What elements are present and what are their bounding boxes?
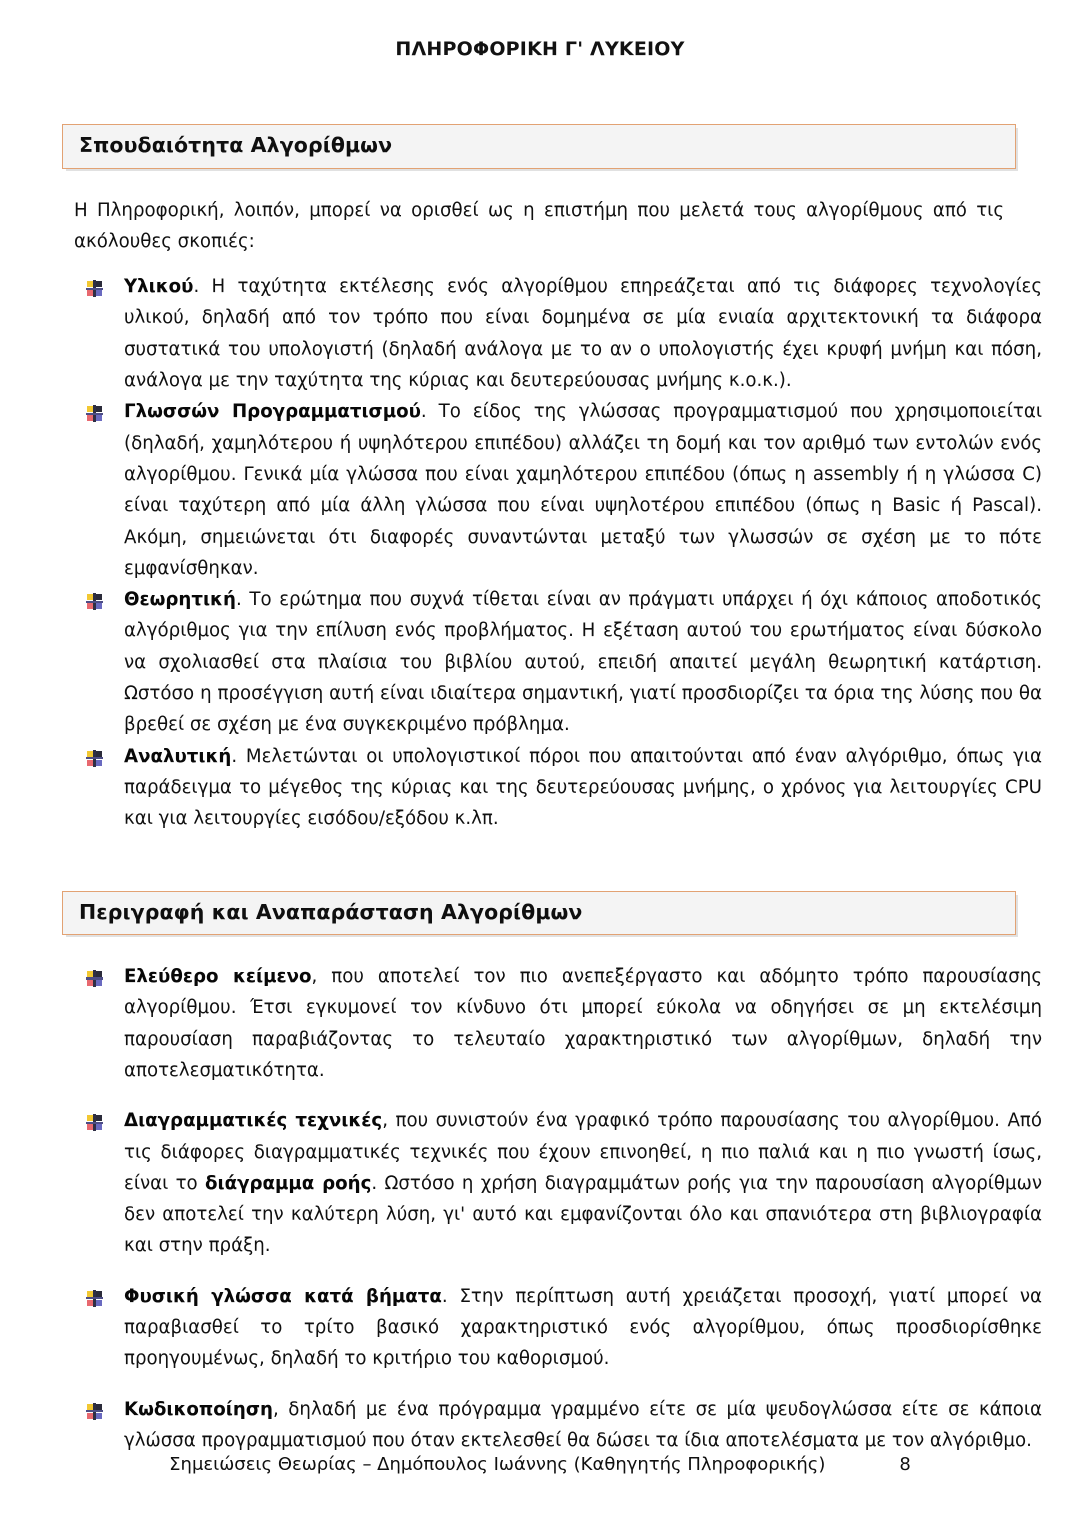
list-item (74, 741, 1042, 835)
running-header: ΠΛΗΡΟΦΟΡΙΚΗ Γ' ΛΥΚΕΙΟΥ (395, 38, 685, 60)
bullet-list-1 (62, 271, 1042, 834)
flower-bullet-icon (87, 1404, 102, 1419)
list-item-lead: Φυσική γλώσσα κατά βήματα (124, 1285, 442, 1307)
list-item-text (124, 1394, 1042, 1457)
section-heading-box-2 (62, 891, 1016, 936)
list-item-lead: Γλωσσών Προγραμματισμού (124, 401, 421, 423)
flower-bullet-icon (87, 594, 102, 609)
list-item-lead: Αναλυτική (124, 745, 232, 767)
document-footer (0, 1454, 1080, 1475)
list-item-text (124, 741, 1042, 835)
list-item-rest: , που αποτελεί τον πιο ανεπεξέργαστο και αδόμητο τρόπο παρουσίασης αλγορίθμου. Έτσι εγκυμονεί τον κίνδυνο ότι μπορεί εύκολα να οδηγήσει σε μη εκτελέσιμη παρουσίαση παραβιάζοντας το τελευταίο χαρακτηριστικό των αλγορίθμων, δηλαδή την αποτελεσματικότητα. (124, 966, 1042, 1081)
bullet-list-2 (62, 961, 1043, 1456)
flower-bullet-icon (87, 281, 102, 296)
list-item (74, 584, 1042, 740)
list-item-rest: , που συνιστούν ένα γραφικό τρόπο παρουσίασης του αλγορίθμου. Από τις διάφορες διαγραμματικές τεχνικές που έχουν επινοηθεί, η πιο παλιά και η πιο γνωστή ίσως, είναι το (124, 1110, 1043, 1194)
list-item-rest-2: . Ωστόσο η χρήση διαγραμμάτων ροής για την παρουσίαση αλγορίθμων δεν αποτελεί την καλύτερη λύση, γι' αυτό και εμφανίζονται όλο και σπανιότερα στη βιβλιογραφία και στην πράξη. (124, 1172, 1043, 1257)
flower-bullet-icon (87, 751, 102, 766)
flower-bullet-icon (87, 1115, 102, 1130)
list-item-rest: . Η ταχύτητα εκτέλεσης ενός αλγορίθμου επηρεάζεται από τις διάφορες τεχνολογίες υλικού, δηλαδή από τον τρόπο που είναι δομημένα σε μία ενιαία αρχιτεκτονική τα διάφορα συστατικά του υπολογιστή (δηλαδή ανάλογα με το αν ο υπολογιστής έχει κρυφή μνήμη και πόση, ανάλογα με την ταχύτητα της κύριας και δευτερεύουσας μνήμης κ.ο.κ.). (124, 276, 1042, 392)
document-content (62, 124, 1043, 1456)
list-item (74, 1394, 1042, 1457)
list-item-rest: . Το είδος της γλώσσας προγραμματισμού που χρησιμοποιείται (δηλαδή, χαμηλότερου ή υψηλότερου επιπέδου) αλλάζει τη δομή και τον αριθμό των εντολών ενός αλγορίθμου. Γενικά μία γλώσσα που είναι χαμηλότερου επιπέδου (όπως η assembly ή η γλώσσα C) είναι ταχύτερη από μία άλλη γλώσσα που είναι υψηλοτέρου επιπέδου (όπως η Basic ή Pascal). Ακόμη, σημειώνεται ότι διαφορές συναντώνται μεταξύ των γλωσσών σε σχέση με το πότε εμφανίσθηκαν. (124, 401, 1042, 579)
list-item (74, 1281, 1042, 1375)
list-item-lead: Ελεύθερο κείμενο (124, 966, 312, 988)
list-item (74, 271, 1042, 396)
section-title-2: Περιγραφή και Αναπαράσταση Αλγορίθμων (79, 899, 583, 924)
list-item (74, 1105, 1042, 1261)
list-item-rest: . Το ερώτημα που συχνά τίθεται είναι αν πράγματι υπάρχει ή όχι κάποιος αποδοτικός αλγόριθμος για την επίλυση ενός προβλήματος. Η εξέταση αυτού του ερωτήματος είναι δύσκολο να σχολιασθεί στα πλαίσια του βιβλίου αυτού, επειδή απαιτεί μεγάλη θεωρητική κατάρτιση. Ωστόσο η προσέγγιση αυτή είναι ιδιαίτερα σημαντική, γιατί προσδιορίζει τα όρια της λύσης που θα βρεθεί σε σχέση με ένα συγκεκριμένο πρόβλημα. (124, 589, 1042, 736)
list-item (74, 396, 1042, 584)
list-item-lead: Υλικού (124, 276, 194, 298)
flower-bullet-icon (87, 971, 102, 986)
list-item-text (124, 1281, 1042, 1375)
list-item-rest: . Στην περίπτωση αυτή χρειάζεται προσοχή, γιατί μπορεί να παραβιασθεί το τρίτο βασικό χαρακτηριστικό ενός αλγορίθμου, όπως προσδιορίσθηκε προηγουμένως, δηλαδή το κριτήριο του καθορισμού. (124, 1285, 1042, 1370)
list-item-rest: . Μελετώνται οι υπολογιστικοί πόροι που απαιτούνται από έναν αλγόριθμο, όπως για παράδειγμα το μέγεθος της κύριας και της δευτερεύουσας μνήμης, ο χρόνος για λειτουργίες CPU και για λειτουργίες εισόδου/εξόδου κ.λπ. (124, 745, 1042, 830)
footer-page-number: 8 (899, 1454, 911, 1475)
list-item-rest: , δηλαδή με ένα πρόγραμμα γραμμένο είτε σε μία ψευδογλώσσα είτε σε κάποια γλώσσα προγραμματισμού που όταν εκτελεσθεί θα δώσει τα ίδια αποτελέσματα με τον αλγόριθμο. (124, 1398, 1042, 1451)
list-item (74, 961, 1042, 1086)
footer-credit: Σημειώσεις Θεωρίας – Δημόπουλος Ιωάννης (Καθηγητής Πληροφορικής) (169, 1454, 826, 1475)
section-intro-paragraph-1: Η Πληροφορική, λοιπόν, μπορεί να ορισθεί ως η επιστήμη που μελετά τους αλγορίθμους από τις ακόλουθες σκοπιές: (74, 199, 1004, 252)
list-item-lead: Κωδικοποίηση (124, 1398, 273, 1420)
list-item-text (124, 396, 1042, 584)
flower-bullet-icon (87, 1291, 102, 1306)
section-title-1: Σπουδαιότητα Αλγορίθμων (79, 133, 393, 157)
list-item-text (124, 1105, 1042, 1261)
flower-bullet-icon (87, 406, 102, 421)
list-item-text (124, 584, 1042, 740)
list-item-text (124, 271, 1042, 396)
list-item-lead-2: διάγραμμα ροής (205, 1172, 372, 1194)
list-item-text (124, 961, 1042, 1086)
section-heading-box-1 (62, 124, 1016, 169)
list-item-lead: Διαγραμματικές τεχνικές (124, 1110, 383, 1132)
section-separator (62, 835, 1018, 891)
list-item-lead: Θεωρητική (124, 589, 236, 611)
